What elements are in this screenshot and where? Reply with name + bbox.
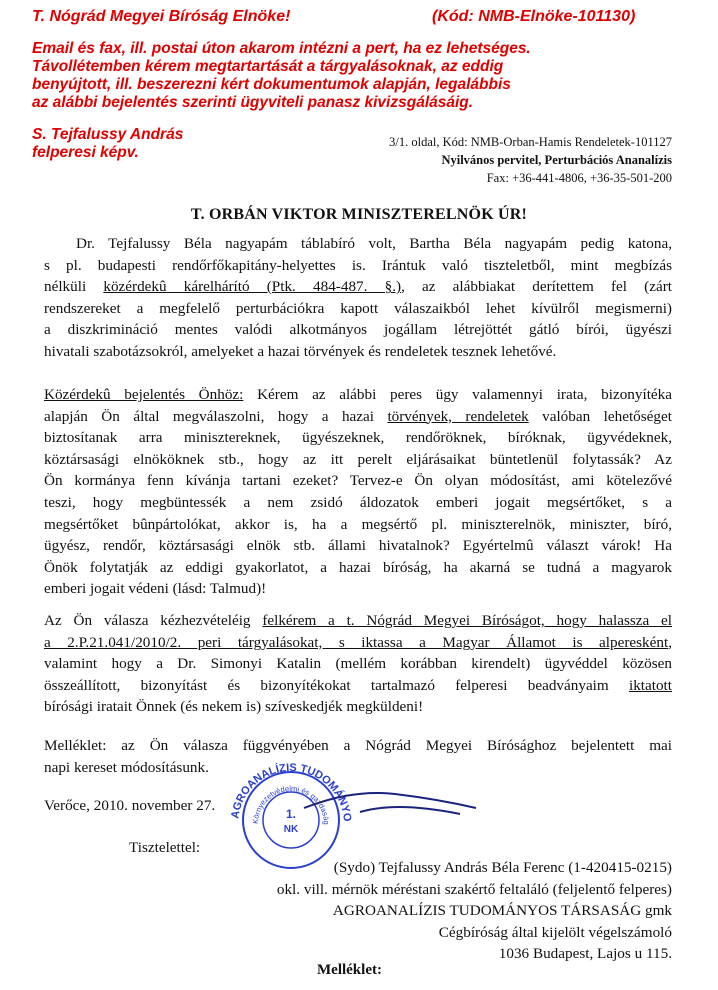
p2-line: Közérdekû bejelentés Önhöz: Kérem az alábbi peres ügy valamennyi irata, bizonyítéka	[44, 386, 672, 403]
stamp-outer-text: AGROANALÍZIS TUDOMÁNYO	[229, 761, 354, 823]
stamp-code: NK	[283, 824, 299, 835]
p3-line: valamint hogy a Dr. Simonyi Katalin (mellém korábban kirendelt) ügyvéddel közösen	[44, 655, 672, 673]
place-and-date: Verőce, 2010. november 27.	[44, 797, 216, 814]
p3-line: Az Ön válasza kézhezvételéig felkérem a t. Nógrád Megyei Bíróságot, hogy halassza el	[44, 612, 673, 629]
paragraph-1	[44, 233, 672, 363]
document-code: (Kód: NMB-Elnöke-101130)	[432, 8, 636, 25]
p2-line: emberi jogait védeni (lásd: Talmud)!	[44, 580, 267, 598]
public-proceeding-label: Nyilvános pervitel, Perturbációs Ananalízis	[441, 153, 672, 167]
p1-line: s pl. budapesti rendőrfőkapitány-helyettes is. Irántuk való tiszteletből, mint megbízás	[44, 256, 672, 274]
p2-line: megsértőket bûnpártolókat, akkor is, ha a megsértő pl. miniszterelnök, miniszter, bíró,	[44, 515, 672, 533]
p2-line: alapján Ön által megválaszolni, hogy a hazai törvények, rendeletek valóban lehetőséget	[44, 407, 672, 425]
p1-line: rendszereket a megfelelő perturbációkra kapott válaszaikból lehet kívülről megismerni)	[44, 299, 672, 317]
p2-line: Önök folytatják az eddigi gyakorlatot, a hazai bíróság, ha akarná se tudná a magyarok	[44, 558, 672, 576]
case-number-request: a 2.P.21.041/2010/2. peri tárgyalásokat, s iktassa a Magyar Államot is alperesként	[44, 633, 669, 651]
request-line-1: Email és fax, ill. postai úton akarom intézni a pert, ha ez lehetséges.	[32, 40, 531, 57]
request-to-court: felkérem a t. Nógrád Megyei Bíróságot, hogy halassza el	[262, 612, 673, 629]
filed-word: iktatott	[628, 676, 672, 694]
organization-name: AGROANALÍZIS TUDOMÁNYOS TÁRSASÁG gmk	[332, 902, 672, 919]
p4-line: napi kereset módosításunk.	[44, 758, 209, 776]
request-line-3: benyújtott, ill. beszerezni kért dokumentumok alapján, legalábbis	[32, 76, 511, 93]
p1-line: a diszkrimináció mentes valódi alkotmányos jogállam létrejöttét gátló bírói, ügyészi	[44, 321, 672, 339]
p2-line: biztosítanak arra minisztereknek, ügyészeknek, rendőröknek, bíróknak, ügyvédeknek,	[44, 429, 672, 447]
p2-line: Ön kormánya fenn kívánja tartani ezeket? Tervez-e Ön olyan módosítást, ami kötelezővé	[44, 472, 672, 490]
p1-line: hivatali szabotázsokról, amelyeket a hazai törvények és rendeletek tesznek lehetővé.	[44, 342, 557, 360]
p3-line: összeállított, bizonyítást és bizonyítékokat tartalmazó felperesi beadványaim iktatott	[44, 676, 672, 694]
p3-line: a 2.P.21.041/2010/2. peri tárgyalásokat, s iktassa a Magyar Államot is alperesként,	[44, 633, 672, 651]
p1-line: nélküli közérdekû kárelhárító (Ptk. 484-487. §.), az alábbiakat derítettem fel (zárt	[44, 278, 672, 296]
organization-address: 1036 Budapest, Lajos u 115.	[498, 945, 672, 962]
public-notice-label: Közérdekû bejelentés Önhöz:	[44, 386, 244, 403]
stamp-inner-text: Környezetvédelmi és gazdaság	[250, 783, 332, 825]
paragraph-4	[44, 735, 672, 778]
letter-title: T. ORBÁN VIKTOR MINISZTERELNÖK ÚR!	[190, 206, 528, 223]
p1-line: Dr. Tejfalussy Béla nagyapám táblabíró volt, Bartha Béla nagyapám pedig katona,	[76, 235, 672, 252]
p3-line: bírósági iratait Önnek (és nekem is) szíveskedjék megküldeni!	[44, 698, 424, 716]
signature-block	[277, 857, 672, 965]
fax-numbers: Fax: +36-441-4806, +36-35-501-200	[486, 171, 672, 185]
signer-title: okl. vill. mérnök méréstani szakértő feltaláló (feljelentő felperes)	[276, 880, 672, 898]
p2-line: teszi, hogy megbüntessék a nem zsidó áldozatok emberi jogait megsértőket, s a	[44, 493, 672, 511]
sender-role: felperesi képv.	[32, 144, 139, 161]
stamp-number: 1.	[285, 807, 297, 821]
footer-attachment: Melléklet:	[317, 962, 382, 978]
sender-name: S. Tejfalussy András	[32, 126, 184, 143]
p4-line: Melléklet: az Ön válasza függvényében a Nógrád Megyei Bírósághoz bejelentett mai	[44, 737, 672, 754]
organization-role: Cégbíróság által kijelölt végelszámoló	[438, 923, 672, 941]
request-line-2: Távollétemben kérem megtartartását a tárgyalásoknak, az eddig	[32, 58, 504, 75]
legal-reference: közérdekû kárelhárító (Ptk. 484-487. §.)	[103, 278, 402, 296]
p2-line: köztársasági elnököknek stb., hogy az itt perelt eljárásaikat büntetlenül folytassák? Az	[44, 450, 672, 468]
request-line-4: az alábbi bejelentés szerinti ügyviteli panasz kivizsgálásáig.	[32, 94, 474, 111]
paragraph-2	[44, 384, 672, 600]
page-reference: 3/1. oldal, Kód: NMB-Orban-Hamis Rendeletek-101127	[389, 135, 672, 149]
addressee-title: T. Nógrád Megyei Bíróság Elnöke!	[32, 8, 291, 25]
p2-line: ügyész, rendőr, köztársasági elnök stb. állami hivatalnok? Egyértelmû választ várok! Ha	[44, 537, 672, 555]
paragraph-3	[44, 610, 672, 718]
greeting: Tisztelettel:	[129, 839, 201, 856]
handwritten-signature	[300, 778, 480, 828]
laws-reference: törvények, rendeletek	[387, 407, 529, 425]
signer-name: (Sydo) Tejfalussy András Béla Ferenc (1-420415-0215)	[333, 859, 672, 876]
